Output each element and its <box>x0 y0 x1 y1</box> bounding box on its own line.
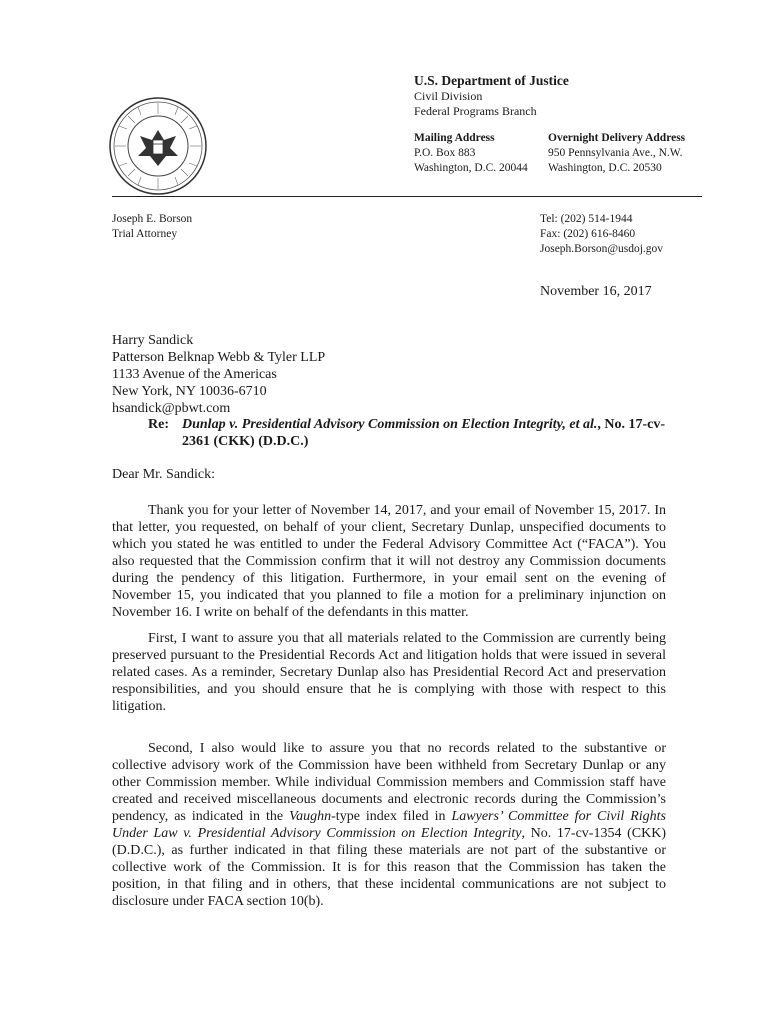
sender-tel: Tel: (202) 514-1944 <box>540 213 633 225</box>
overnight-address-line2: Washington, D.C. 20530 <box>548 162 662 174</box>
overnight-address-line1: 950 Pennsylvania Ave., N.W. <box>548 147 683 159</box>
header-divider <box>112 196 702 197</box>
re-case-title: Dunlap v. Presidential Advisory Commission on Election Integrity, et al. <box>182 417 598 432</box>
recipient-email: hsandick@pbwt.com <box>112 401 231 416</box>
overnight-address-heading: Overnight Delivery Address <box>548 132 686 144</box>
letterhead <box>414 72 569 119</box>
mailing-address-heading: Mailing Address <box>414 132 495 144</box>
sender-block <box>112 212 192 242</box>
sender-contact <box>540 212 663 257</box>
re-label: Re: <box>148 417 169 432</box>
division-name: Civil Division <box>414 89 483 103</box>
salutation: Dear Mr. Sandick: <box>112 467 216 482</box>
recipient-name: Harry Sandick <box>112 333 194 348</box>
recipient-city: New York, NY 10036-6710 <box>112 384 267 399</box>
mailing-address <box>414 131 528 176</box>
overnight-address <box>548 131 685 176</box>
department-name: U.S. Department of Justice <box>414 73 569 88</box>
paragraph-3-part-b: -type index filed in <box>331 809 452 824</box>
re-line <box>148 416 668 450</box>
paragraph-3-vaughn: Vaughn <box>289 809 332 824</box>
paragraph-2: First, I want to assure you that all materials related to the Commission are currently being preserved pursuant to the Presidential Records Act and litigation holds that were issued in several related cases. As a reminder, Secretary Dunlap also has Presidential Record Act and preservation responsibilities, and you should ensure that he is complying with those with respect to this litigation. <box>112 631 666 714</box>
recipient-firm: Patterson Belknap Webb & Tyler LLP <box>112 350 326 365</box>
letter-date: November 16, 2017 <box>540 284 652 299</box>
sender-title: Trial Attorney <box>112 228 178 240</box>
mailing-address-line2: Washington, D.C. 20044 <box>414 162 528 174</box>
doj-seal <box>108 96 208 196</box>
sender-email: Joseph.Borson@usdoj.gov <box>540 243 664 255</box>
mailing-address-line1: P.O. Box 883 <box>414 147 476 159</box>
sender-fax: Fax: (202) 616-8460 <box>540 228 636 240</box>
paragraph-1: Thank you for your letter of November 14, 2017, and your email of November 15, 2017. In that letter, you requested, on behalf of your client, Secretary Dunlap, unspecified documents to which you stated he was entitled to under the Federal Advisory Committee Act (“FACA”). You also requested that the Commission confirm that it will not destroy any Commission documents during the pendency of this litigation. Furthermore, in your email sent on the evening of November 15, you indicated that you planned to file a motion for a preliminary injunction on November 16. I write on behalf of the defendants in this matter. <box>112 503 666 620</box>
paragraph-3 <box>112 740 666 910</box>
re-case-number: , No. 17-cv-2361 (CKK) (D.D.C.) <box>182 417 666 449</box>
paragraph-3-part-c: , No. 17-cv-1354 (CKK) (D.D.C.), as further indicated in that filing these materials are not part of the substantive or collective work of the Commission. It is for this reason that the Commission has taken the position, in that filing and in others, that these incidental communications are not subject to disclosure under FACA section 10(b). <box>112 826 666 909</box>
sender-name: Joseph E. Borson <box>112 213 193 225</box>
recipient-block <box>112 332 325 417</box>
branch-name: Federal Programs Branch <box>414 104 537 118</box>
paragraph-3-case-title: Lawyers’ Committee for Civil Rights Under Law v. Presidential Advisory Commission on Election Integrity <box>112 809 666 841</box>
paragraph-3-part-a: Second, I also would like to assure you that no records related to the substantive or collective advisory work of the Commission have been withheld from Secretary Dunlap or any other Commission member. While individual Commission members and Commission staff have created and received miscellaneous documents and electronic records during the Commission’s pendency, as indicated in the <box>112 741 666 824</box>
recipient-street: 1133 Avenue of the Americas <box>112 367 277 382</box>
